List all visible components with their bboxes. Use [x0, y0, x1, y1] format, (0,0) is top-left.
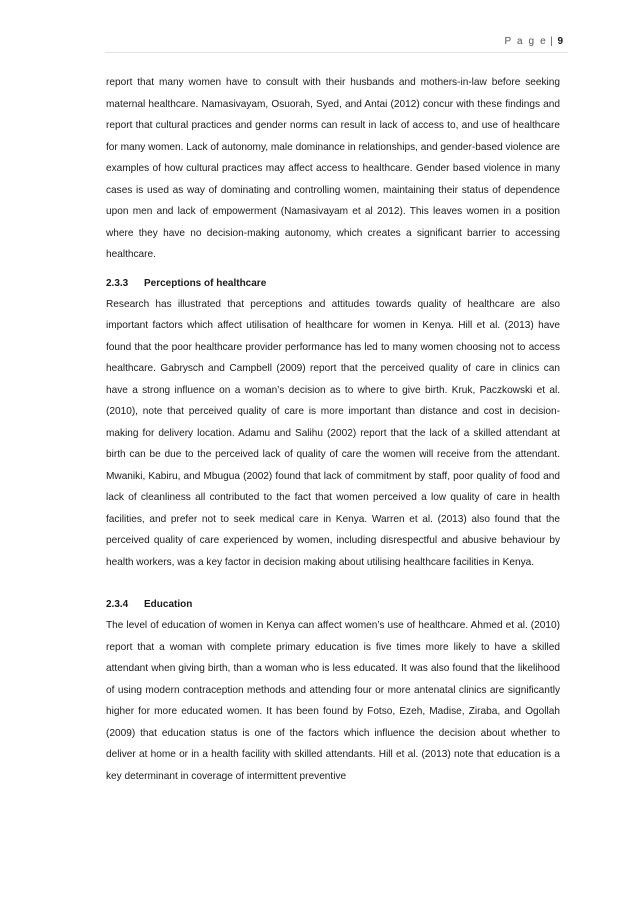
body-paragraph-cultural: report that many women have to consult with their husbands and mothers-in-law before seeking maternal healthcare. Namasivayam, Osuorah, Syed, and Antai (2012) concur with these findings and report that cultural practices and gender norms can result in lack of access to, and use of healthcare for many women. Lack of autonomy, male dominance in relationships, and gender-based violence are examples of how cultural practices may affect access to healthcare. Gender based violence in many cases is used as way of dominating and controlling women, maintaining their status of dependence upon men and lack of empowerment (Namasivayam et al 2012). This leaves women in a position where they have no decision-making autonomy, which creates a significant barrier to accessing healthcare.: [106, 77, 560, 260]
section-heading-education: [106, 594, 560, 615]
header-divider: [105, 52, 568, 53]
page-header: [505, 36, 563, 47]
page-separator: |: [550, 36, 555, 47]
section-number: 2.3.4: [106, 599, 129, 610]
body-paragraph-education: The level of education of women in Kenya can affect women’s use of healthcare. Ahmed et al. (2010) report that a woman with complete primary education is five times more likely to have a skilled attendant when giving birth, than a woman who is less educated. It was also found that the likelihood of using modern contraception methods and attending four or more antenatal clinics are significantly higher for more educated women. It has been found by Fotso, Ezeh, Madise, Ziraba, and Ogollah (2009) that education status is one of the factors which influence the decision about whether to deliver at home or in a health facility with skilled attendants. Hill et al. (2013) note that education is a key determinant in coverage of intermittent preventive: [106, 620, 560, 782]
section-title: Education: [144, 599, 193, 610]
page-label: P a g e: [504, 36, 548, 47]
section-number: 2.3.3: [106, 277, 129, 289]
page-number: 9: [557, 36, 563, 47]
document-body: [106, 72, 560, 787]
section-heading-perceptions: [106, 273, 560, 294]
body-paragraph-perceptions: Research has illustrated that perceptions and attitudes towards quality of healthcare are also important factors which affect utilisation of healthcare for women in Kenya. Hill et al. (2013) have found that the poor healthcare provider performance has led to many women choosing not to access healthcare. Gabrysch and Campbell (2009) report that the perceived quality of care in clinics can have a strong influence on a woman’s decision as to where to give birth. Kruk, Paczkowski et al. (2010), note that perceived quality of care is more important than distance and cost in decision- making for delivery location. Adamu and Salihu (2002) report that the lack of a skilled attendant at birth can be due to the perceived lack of quality of care the women will receive from the attendant. Mwaniki, Kabiru, and Mbugua (2002) found that lack of commitment by staff, poor quality of food and lack of cleanliness all contributed to the fact that women perceived a low quality of care in health facilities, and prefer not to seek medical care in Kenya. Warren et al. (2013) also found that the perceived quality of care experienced by women, including disrespectful and abusive behaviour by health workers, was a key factor in decision making about utilising healthcare facilities in Kenya.: [106, 298, 560, 568]
section-title: Perceptions of healthcare: [144, 277, 267, 289]
